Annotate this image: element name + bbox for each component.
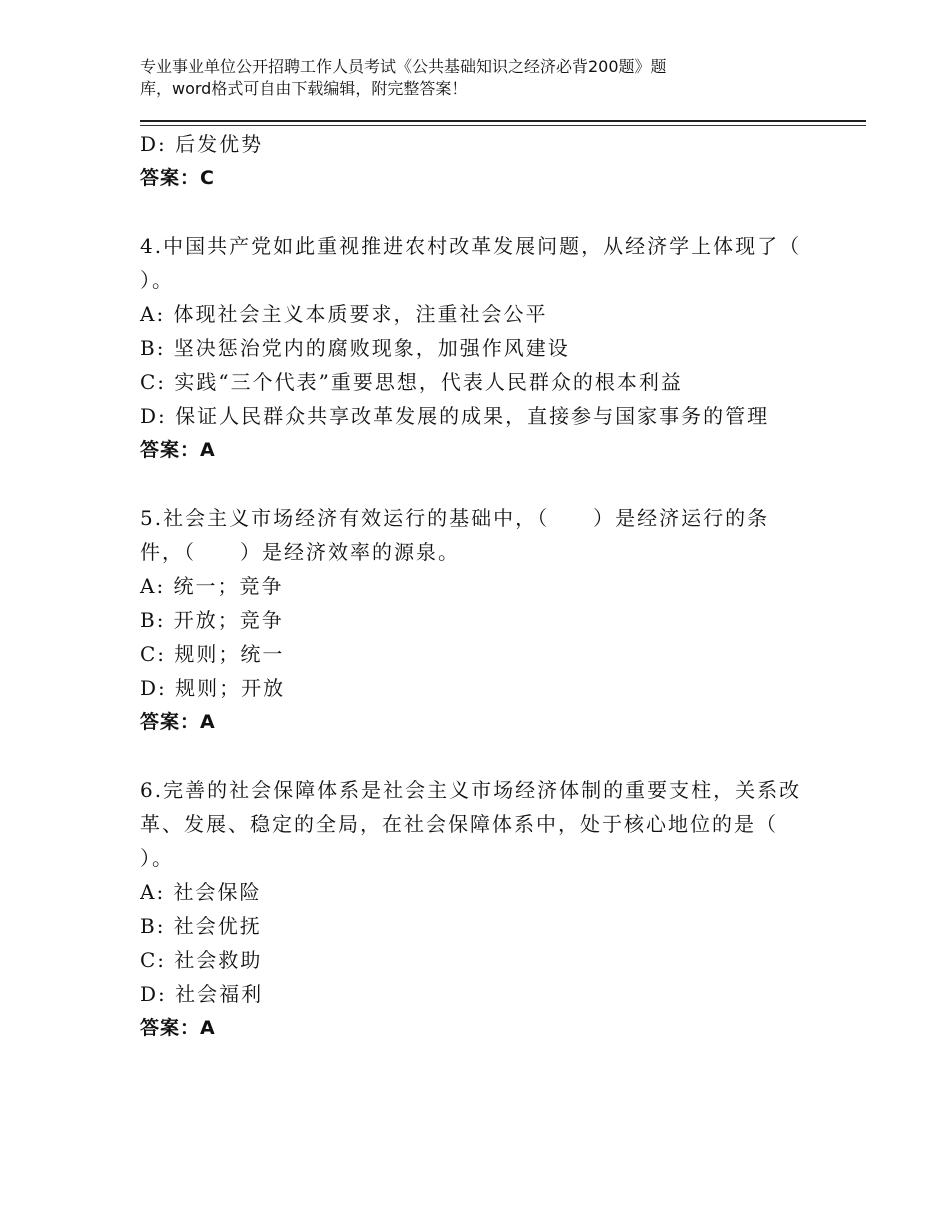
spacer [140,739,810,773]
spacer [140,195,810,229]
header-title-line-2: 库，word格式可自由下载编辑，附完整答案！ [140,79,468,98]
question-block-5 [140,501,810,739]
answer-line [140,433,810,467]
question-stem: 革、发展、稳定的全局，在社会保障体系中，处于核心地位的是（ [140,812,778,836]
question-block-6 [140,773,810,1045]
option-c: C: 社会救助 [140,948,263,972]
option-a: A: 社会保险 [140,880,262,904]
question-stem: 件，（ ）是经济效率的源泉。 [140,540,460,564]
answer-line [140,705,810,739]
option-d: D: 后发优势 [140,132,264,156]
option-d: D: 社会福利 [140,982,264,1006]
question-stem: ）。 [140,846,174,870]
header-divider-thick [140,120,866,122]
option-c: C: 规则；统一 [140,642,285,666]
option-b: B: 社会优抚 [140,914,262,938]
answer-value: C [200,167,215,189]
question-stem: 5.社会主义市场经济有效运行的基础中，（ ）是经济运行的条 [140,506,770,530]
answer-label: 答案： [140,711,201,733]
option-c: C: 实践“三个代表”重要思想，代表人民群众的根本利益 [140,370,683,394]
answer-line [140,161,810,195]
option-d: D: 规则；开放 [140,676,286,700]
spacer [140,467,810,501]
header-title-line-1: 专业事业单位公开招聘工作人员考试《公共基础知识之经济必背200题》题 [140,57,667,76]
question-stem: 6.完善的社会保障体系是社会主义市场经济体制的重要支柱，关系改 [140,778,802,802]
answer-line [140,1011,810,1045]
option-d: D: 保证人民群众共享改革发展的成果，直接参与国家事务的管理 [140,404,770,428]
answer-label: 答案： [140,1017,201,1039]
option-a: A: 统一；竞争 [140,574,284,598]
question-stem: ）。 [140,268,174,292]
question-block-4 [140,229,810,467]
option-b: B: 开放；竞争 [140,608,284,632]
question-list [140,127,810,1045]
header-divider-thin [140,125,866,126]
answer-label: 答案： [140,167,201,189]
option-a: A: 体现社会主义本质要求，注重社会公平 [140,302,548,326]
answer-value: A [200,439,216,461]
answer-label: 答案： [140,439,201,461]
question-stem: 4.中国共产党如此重视推进农村改革发展问题，从经济学上体现了（ [140,234,802,258]
answer-value: A [200,1017,216,1039]
page-header [140,56,780,100]
answer-value: A [200,711,216,733]
option-b: B: 坚决惩治党内的腐败现象，加强作风建设 [140,336,570,360]
